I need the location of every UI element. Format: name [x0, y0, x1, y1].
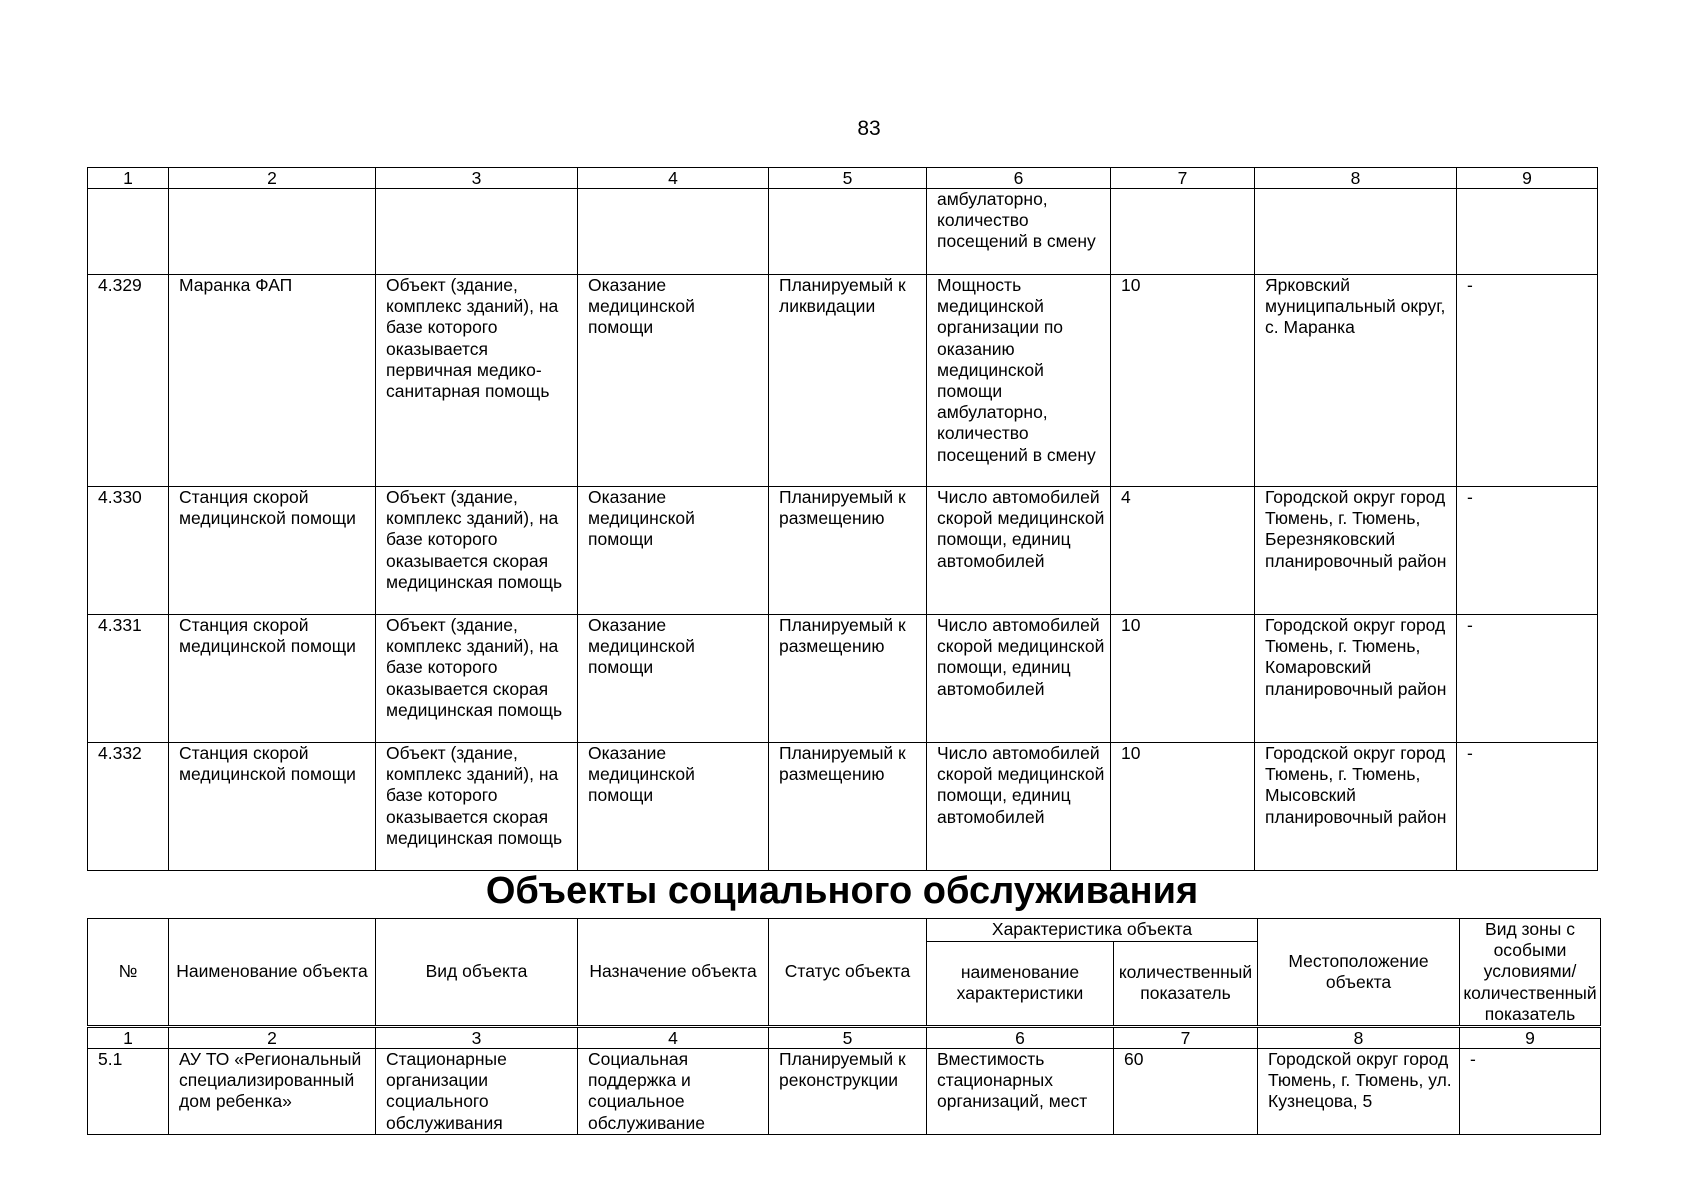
table-row — [88, 743, 1598, 871]
char-name: Число автомобилей скорой медицинской помощи, единиц автомобилей — [927, 487, 1111, 615]
table-row — [88, 275, 1598, 487]
header-char-name: наименование характеристики — [927, 941, 1114, 1026]
object-kind: Объект (здание, комплекс зданий), на базе которого оказывается скорая медицинская помощь — [376, 487, 578, 615]
column-number: 2 — [169, 1027, 376, 1049]
object-purpose: Оказание медицинской помощи — [578, 275, 769, 487]
table-cell — [1255, 189, 1457, 275]
row-number: 4.330 — [88, 487, 169, 615]
zone-value: - — [1457, 487, 1598, 615]
header-char-value: количественный показатель — [1114, 941, 1258, 1026]
column-number: 5 — [769, 168, 927, 189]
header-status: Статус объекта — [769, 919, 927, 1027]
column-number: 1 — [88, 168, 169, 189]
char-name-cell: амбулаторно, количество посещений в смену — [927, 189, 1111, 275]
column-number: 4 — [578, 1027, 769, 1049]
column-number: 8 — [1258, 1027, 1460, 1049]
char-name: Число автомобилей скорой медицинской помощи, единиц автомобилей — [927, 615, 1111, 743]
row-number: 4.329 — [88, 275, 169, 487]
char-value: 10 — [1111, 615, 1255, 743]
column-number-row — [88, 168, 1598, 189]
column-number: 8 — [1255, 168, 1457, 189]
table-cell — [769, 189, 927, 275]
object-status: Планируемый к реконструкции — [769, 1049, 927, 1135]
object-status: Планируемый к размещению — [769, 487, 927, 615]
column-number: 6 — [927, 1027, 1114, 1049]
column-number: 5 — [769, 1027, 927, 1049]
zone-value: - — [1460, 1049, 1601, 1135]
object-name: Станция скорой медицинской помощи — [169, 487, 376, 615]
object-purpose: Оказание медицинской помощи — [578, 487, 769, 615]
row-number: 4.332 — [88, 743, 169, 871]
column-number: 6 — [927, 168, 1111, 189]
object-name: Маранка ФАП — [169, 275, 376, 487]
object-kind: Объект (здание, комплекс зданий), на базе которого оказывается скорая медицинская помощь — [376, 743, 578, 871]
char-value: 60 — [1114, 1049, 1258, 1135]
column-number: 7 — [1114, 1027, 1258, 1049]
table-cell — [578, 189, 769, 275]
medical-objects-table — [87, 167, 1598, 871]
column-number: 9 — [1460, 1027, 1601, 1049]
column-number: 4 — [578, 168, 769, 189]
char-name: Мощность медицинской организации по оказанию медицинской помощи амбулаторно, количество посещений в смену — [927, 275, 1111, 487]
column-number: 2 — [169, 168, 376, 189]
zone-value: - — [1457, 743, 1598, 871]
table-cell — [88, 189, 169, 275]
header-kind: Вид объекта — [376, 919, 578, 1027]
table-cell — [1111, 189, 1255, 275]
section-title: Объекты социального обслуживания — [485, 870, 1199, 912]
char-value: 4 — [1111, 487, 1255, 615]
char-name: Число автомобилей скорой медицинской помощи, единиц автомобилей — [927, 743, 1111, 871]
object-name: Станция скорой медицинской помощи — [169, 615, 376, 743]
object-purpose: Оказание медицинской помощи — [578, 615, 769, 743]
object-kind: Объект (здание, комплекс зданий), на базе которого оказывается первичная медико-санитарная помощь — [376, 275, 578, 487]
object-location: Городской округ город Тюмень, г. Тюмень, Березняковский планировочный район — [1255, 487, 1457, 615]
object-kind: Объект (здание, комплекс зданий), на базе которого оказывается скорая медицинская помощь — [376, 615, 578, 743]
object-location: Городской округ город Тюмень, г. Тюмень, Мысовский планировочный район — [1255, 743, 1457, 871]
table-row — [88, 615, 1598, 743]
zone-value: - — [1457, 615, 1598, 743]
object-purpose: Социальная поддержка и социальное обслуживание — [578, 1049, 769, 1135]
column-number: 7 — [1111, 168, 1255, 189]
header-num: № — [88, 919, 169, 1027]
header-name: Наименование объекта — [169, 919, 376, 1027]
object-location: Городской округ город Тюмень, г. Тюмень, Комаровский планировочный район — [1255, 615, 1457, 743]
header-characteristic: Характеристика объекта — [927, 919, 1258, 942]
object-status: Планируемый к размещению — [769, 743, 927, 871]
object-name: Станция скорой медицинской помощи — [169, 743, 376, 871]
object-status: Планируемый к ликвидации — [769, 275, 927, 487]
column-number: 3 — [376, 168, 578, 189]
header-zone: Вид зоны с особыми условиями/ количественный показатель — [1460, 919, 1601, 1027]
table-cell — [376, 189, 578, 275]
header-location: Местоположение объекта — [1258, 919, 1460, 1027]
char-value: 10 — [1111, 743, 1255, 871]
table-row-continuation — [88, 189, 1598, 275]
column-number: 9 — [1457, 168, 1598, 189]
char-name: Вместимость стационарных организаций, мест — [927, 1049, 1114, 1135]
column-number: 3 — [376, 1027, 578, 1049]
object-location: Городской округ город Тюмень, г. Тюмень, ул. Кузнецова, 5 — [1258, 1049, 1460, 1135]
social-objects-table — [87, 918, 1601, 1135]
header-purpose: Назначение объекта — [578, 919, 769, 1027]
table-cell — [1457, 189, 1598, 275]
table-row — [88, 1049, 1601, 1135]
object-location: Ярковский муниципальный округ, с. Маранка — [1255, 275, 1457, 487]
column-number-row — [88, 1027, 1601, 1049]
object-status: Планируемый к размещению — [769, 615, 927, 743]
column-number: 1 — [88, 1027, 169, 1049]
zone-value: - — [1457, 275, 1598, 487]
table-row — [88, 487, 1598, 615]
object-name: АУ ТО «Региональный специализированный дом ребенка» — [169, 1049, 376, 1135]
page-number: 83 — [857, 117, 881, 140]
row-number: 4.331 — [88, 615, 169, 743]
header-row — [88, 919, 1601, 942]
table-cell — [169, 189, 376, 275]
object-purpose: Оказание медицинской помощи — [578, 743, 769, 871]
char-value: 10 — [1111, 275, 1255, 487]
row-number: 5.1 — [88, 1049, 169, 1135]
object-kind: Стационарные организации социального обслуживания — [376, 1049, 578, 1135]
